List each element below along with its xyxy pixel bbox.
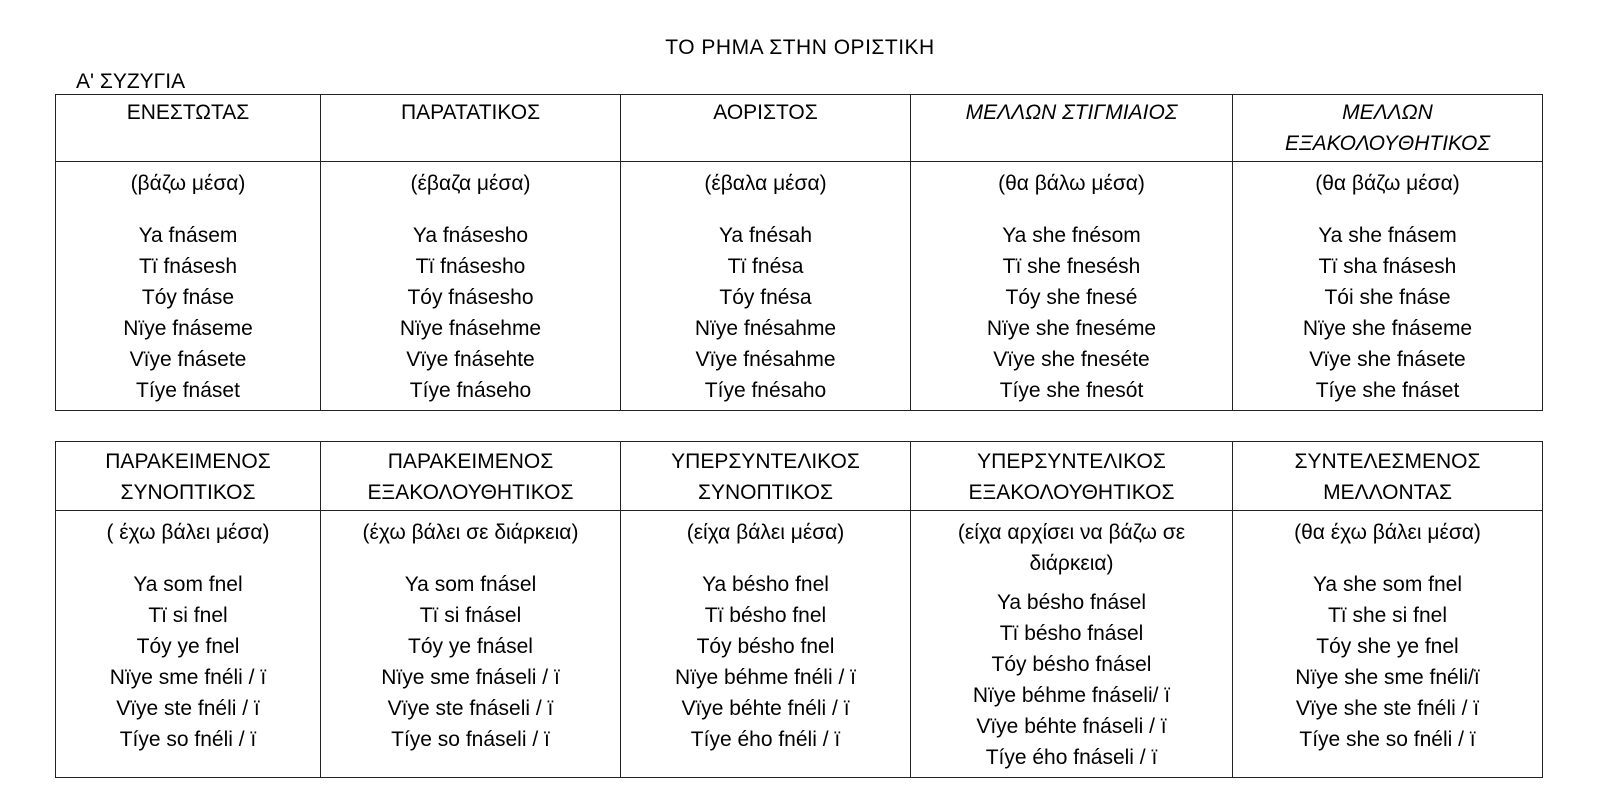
conjugation-form: Ya bésho fnel: [702, 573, 829, 596]
conjugation-form: Vïye she fnásete: [1309, 348, 1466, 371]
conjugation-form: Vïye fnásehte: [406, 348, 535, 371]
conjugation-form: Nïye sme fnáseli / ï: [381, 666, 560, 689]
tense-gloss: (έβαλα μέσα): [704, 172, 827, 195]
conjugation-form: Tíye she fnáset: [1315, 379, 1460, 402]
conjugation-form: Vïye fnásete: [129, 348, 247, 371]
table-header-row: [56, 442, 1543, 511]
tense-gloss: (θα βάλω μέσα): [998, 172, 1145, 195]
tense-header: [911, 95, 1233, 162]
conjugation-form: Nïye fnásehme: [399, 317, 542, 340]
conjugation-form: Tóy fnásesho: [407, 286, 534, 309]
conjugation-forms: [1239, 220, 1536, 410]
conjugation-form: Tíye she fnesót: [999, 379, 1144, 402]
conjugation-form: Tóy she ye fnel: [1316, 635, 1459, 658]
tense-header: [56, 95, 321, 162]
tense-cell: [621, 511, 911, 778]
tense-header-line: ΕΝΕΣΤΩΤΑΣ: [126, 101, 250, 124]
conjugation-form: Tï si fnásel: [419, 604, 522, 627]
conjugation-form: Vïye fnésahme: [695, 348, 836, 371]
table-header-row: [56, 95, 1543, 162]
tense-header-line: ΕΞΑΚΟΛΟΥΘΗΤΙΚΟΣ: [1285, 132, 1490, 155]
tense-header-line: ΣΥΝΤΕΛΕΣΜΕΝΟΣ: [1294, 450, 1481, 473]
tense-header-line: ΣΥΝΟΠΤΙΚΟΣ: [120, 481, 256, 504]
conjugation-forms: [1239, 569, 1536, 759]
tense-cell: [321, 162, 621, 411]
tense-gloss: (βάζω μέσα): [130, 172, 246, 195]
conjugation-form: Nïye she sme fnéli/ï: [1295, 666, 1480, 689]
conjugation-forms: [62, 220, 314, 410]
tense-header-line: ΠΑΡΑΤΑΤΙΚΟΣ: [400, 101, 541, 124]
conjugation-form: Nïye sme fnéli / ï: [109, 666, 267, 689]
conjugation-forms: [917, 587, 1226, 777]
tense-gloss: (έχω βάλει σε διάρκεια): [362, 521, 579, 544]
conjugation-form: Ya she fnásem: [1318, 224, 1457, 247]
tense-header-line: ΠΑΡΑΚΕΙΜΕΝΟΣ: [387, 450, 554, 473]
tense-gloss: (είχα αρχίσει να βάζω σε διάρκεια): [957, 521, 1186, 575]
table-body-row: [56, 162, 1543, 411]
tense-header-line: ΥΠΕΡΣΥΝΤΕΛΙΚΟΣ: [671, 450, 860, 473]
tense-header: [321, 442, 621, 511]
conjugation-form: Tï she si fnel: [1327, 604, 1448, 627]
conjugation-table-perfect: [55, 441, 1543, 778]
conjugation-form: Tíye fnáset: [136, 379, 240, 402]
conjugation-form: Tï sha fnásesh: [1318, 255, 1457, 278]
tense-gloss: ( έχω βάλει μέσα): [106, 521, 270, 544]
conjugation-table-simple: [55, 94, 1543, 411]
tense-header: [56, 442, 321, 511]
conjugation-form: Nïye fnésahme: [694, 317, 837, 340]
conjugation-forms: [627, 569, 904, 759]
tense-header: [1233, 442, 1543, 511]
tense-header-line: ΜΕΛΛΟΝΤΑΣ: [1323, 481, 1452, 504]
conjugation-form: Tï bésho fnásel: [999, 622, 1144, 645]
table-body-row: [56, 511, 1543, 778]
conjugation-form: Vïye béhte fnéli / ï: [681, 697, 850, 720]
tense-header-line: ΣΥΝΟΠΤΙΚΟΣ: [698, 481, 833, 504]
conjugation-form: Ya bésho fnásel: [996, 591, 1147, 614]
tense-cell: [1233, 162, 1543, 411]
conjugation-form: Tíye ého fnéli / ï: [690, 728, 841, 751]
conjugation-form: Tóy bésho fnásel: [991, 653, 1152, 676]
conjugation-forms: [327, 220, 614, 410]
conjugation-form: Ya fnásesho: [412, 224, 529, 247]
tense-cell: [321, 511, 621, 778]
conjugation-form: Vïye ste fnáseli / ï: [387, 697, 554, 720]
conjugation-form: Tíye so fnéli / ï: [119, 728, 257, 751]
tense-gloss: (είχα βάλει μέσα): [686, 521, 845, 544]
tense-cell: [1233, 511, 1543, 778]
conjugation-form: Tï fnásesh: [138, 255, 238, 278]
tense-gloss: (έβαζα μέσα): [410, 172, 531, 195]
tense-header: [321, 95, 621, 162]
tense-header-line: ΜΕΛΛΩΝ ΣΤΙΓΜΙΑΙΟΣ: [965, 101, 1178, 124]
conjugation-form: Tï bésho fnel: [704, 604, 827, 627]
conjugation-form: Tóy bésho fnel: [696, 635, 835, 658]
tense-header-line: ΕΞΑΚΟΛΟΥΘΗΤΙΚΟΣ: [367, 481, 574, 504]
conjugation-form: Tï si fnel: [148, 604, 228, 627]
tense-cell: [56, 511, 321, 778]
conjugation-form: Vïye she ste fnéli / ï: [1295, 697, 1480, 720]
tense-header: [911, 442, 1233, 511]
conjugation-forms: [627, 220, 904, 410]
conjugation-form: Tíye ého fnáseli / ï: [985, 746, 1158, 769]
conjugation-form: Vïye she fneséte: [993, 348, 1150, 371]
tense-header-line: ΥΠΕΡΣΥΝΤΕΛΙΚΟΣ: [977, 450, 1166, 473]
conjugation-form: Tóy fnésa: [719, 286, 812, 309]
conjugation-forms: [917, 220, 1226, 410]
tense-header: [621, 442, 911, 511]
tense-gloss: (θα έχω βάλει μέσα): [1294, 521, 1481, 544]
tense-gloss: (θα βάζω μέσα): [1315, 172, 1460, 195]
page-title: ΤΟ ΡΗΜΑ ΣΤΗΝ ΟΡΙΣΤΙΚΗ: [665, 36, 935, 59]
tense-cell: [56, 162, 321, 411]
tense-header-line: ΜΕΛΛΩΝ: [1342, 101, 1433, 124]
conjugation-form: Nïye béhme fnáseli/ ï: [972, 684, 1171, 707]
tense-header-line: ΠΑΡΑΚΕΙΜΕΝΟΣ: [105, 450, 271, 473]
conjugation-form: Nïye béhme fnéli / ï: [675, 666, 856, 689]
tense-header: [621, 95, 911, 162]
conjugation-form: Ya she som fnel: [1312, 573, 1463, 596]
conjugation-form: Tíye so fnáseli / ï: [391, 728, 550, 751]
conjugation-form: Tóy fnáse: [141, 286, 235, 309]
tense-cell: [621, 162, 911, 411]
conjugation-form: Tóy ye fnásel: [408, 635, 533, 658]
conjugation-form: Tíye she so fnéli / ï: [1299, 728, 1476, 751]
section-label: Α' ΣΥΖΥΓΙΑ: [76, 70, 186, 93]
conjugation-form: Vïye béhte fnáseli / ï: [976, 715, 1167, 738]
tense-cell: [911, 162, 1233, 411]
conjugation-form: Tíye fnáseho: [409, 379, 532, 402]
conjugation-form: Nïye she fnáseme: [1302, 317, 1473, 340]
tense-cell: [911, 511, 1233, 778]
conjugation-forms: [62, 569, 314, 759]
conjugation-form: Ya fnésah: [718, 224, 812, 247]
conjugation-form: Tíye fnésaho: [704, 379, 827, 402]
conjugation-form: Tóy she fnesé: [1005, 286, 1138, 309]
conjugation-form: Ya fnásem: [138, 224, 238, 247]
conjugation-form: Tï fnésa: [727, 255, 804, 278]
conjugation-form: Ya som fnásel: [404, 573, 537, 596]
conjugation-form: Vïye ste fnéli / ï: [116, 697, 260, 720]
tense-header-line: ΕΞΑΚΟΛΟΥΘΗΤΙΚΟΣ: [968, 481, 1175, 504]
conjugation-form: Tóy ye fnel: [136, 635, 240, 658]
conjugation-form: Tói she fnáse: [1324, 286, 1451, 309]
tense-header-line: ΑΟΡΙΣΤΟΣ: [713, 101, 818, 124]
tense-header: [1233, 95, 1543, 162]
conjugation-form: Nïye fnáseme: [123, 317, 253, 340]
conjugation-form: Tï fnásesho: [415, 255, 526, 278]
conjugation-form: Nïye she fneséme: [986, 317, 1157, 340]
conjugation-form: Ya she fnésom: [1002, 224, 1141, 247]
conjugation-form: Ya som fnel: [133, 573, 243, 596]
conjugation-form: Tï she fnesésh: [1002, 255, 1141, 278]
conjugation-forms: [327, 569, 614, 759]
